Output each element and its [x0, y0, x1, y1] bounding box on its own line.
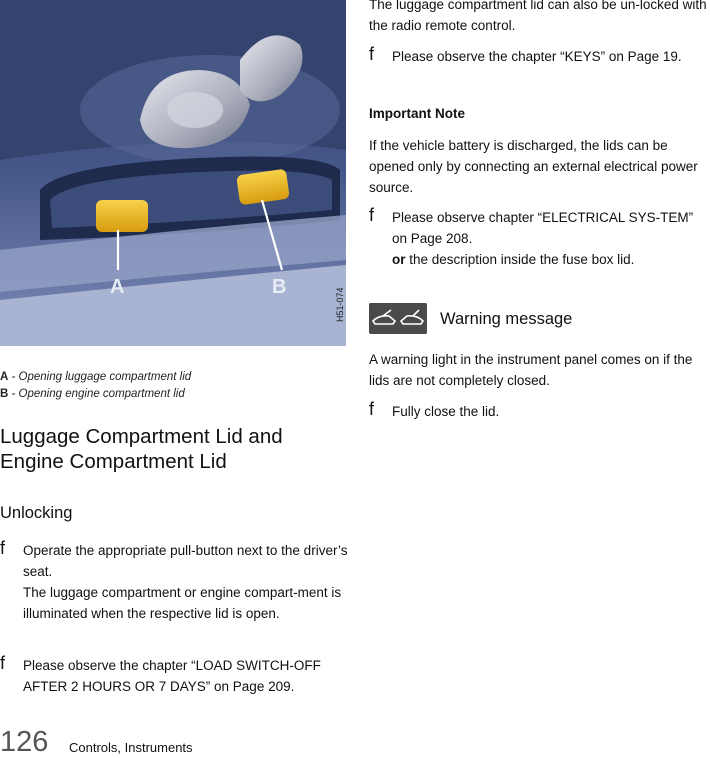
footer-section: Controls, Instruments — [69, 740, 193, 755]
bullet-text: Please observe the chapter “KEYS” on Page 19. — [392, 49, 682, 64]
bullet-marker: f — [369, 205, 375, 225]
warning-message-title: Warning message — [440, 310, 573, 328]
bullet-marker: f — [369, 399, 375, 419]
caption-key-a: A — [0, 371, 9, 383]
caption-line-a — [0, 369, 191, 386]
bullet-text — [392, 207, 710, 270]
bullet-marker: f — [0, 538, 6, 558]
warning-paragraph: A warning light in the instrument panel comes on if the lids are not completely closed. — [369, 352, 693, 388]
lid-warning-icon — [369, 303, 427, 334]
bullet-or: or — [392, 252, 406, 267]
bullet-text-rest: the description inside the fuse box lid. — [405, 252, 635, 267]
figure-label-b: B — [272, 276, 287, 298]
caption-line-b — [0, 386, 191, 403]
caption-key-b: B — [0, 388, 9, 400]
important-note-title: Important Note — [369, 106, 465, 121]
bullet-text: Operate the appropriate pull-button next to the driver’s seat. — [23, 543, 348, 579]
bullet-text-main: Please observe chapter “ELECTRICAL SYS-TEM” on Page 208. — [392, 210, 694, 246]
figure-caption — [0, 369, 191, 403]
bullet-item — [0, 655, 348, 697]
bullet-item — [369, 207, 710, 270]
figure-label-a: A — [110, 276, 125, 298]
bullet-marker: f — [369, 44, 375, 64]
bullet-item — [0, 540, 348, 624]
bullet-item — [369, 46, 710, 67]
bullet-marker: f — [0, 653, 6, 673]
bullet-text: Fully close the lid. — [392, 404, 500, 419]
bullet-subtext: The luggage compartment or engine compart-ment is illuminated when the respective lid is open. — [23, 585, 342, 621]
page-number: 126 — [0, 726, 49, 758]
caption-text-b: - Opening engine compartment lid — [8, 388, 185, 400]
section-heading: Luggage Compartment Lid and Engine Compartment Lid — [0, 425, 283, 473]
caption-text-a: - Opening luggage compartment lid — [8, 371, 192, 383]
figure-code: H51-074 — [335, 287, 345, 322]
bullet-text: Please observe the chapter “LOAD SWITCH-OFF AFTER 2 HOURS OR 7 DAYS” on Page 209. — [23, 658, 321, 694]
subheading-unlocking: Unlocking — [0, 504, 73, 522]
bullet-item — [369, 401, 710, 422]
important-note-text: If the vehicle battery is discharged, the lids can be opened only by connecting an external electrical power source. — [369, 138, 698, 195]
remote-paragraph: The luggage compartment lid can also be un-locked with the radio remote control. — [369, 0, 707, 33]
seat-buttons-photo — [0, 0, 346, 346]
